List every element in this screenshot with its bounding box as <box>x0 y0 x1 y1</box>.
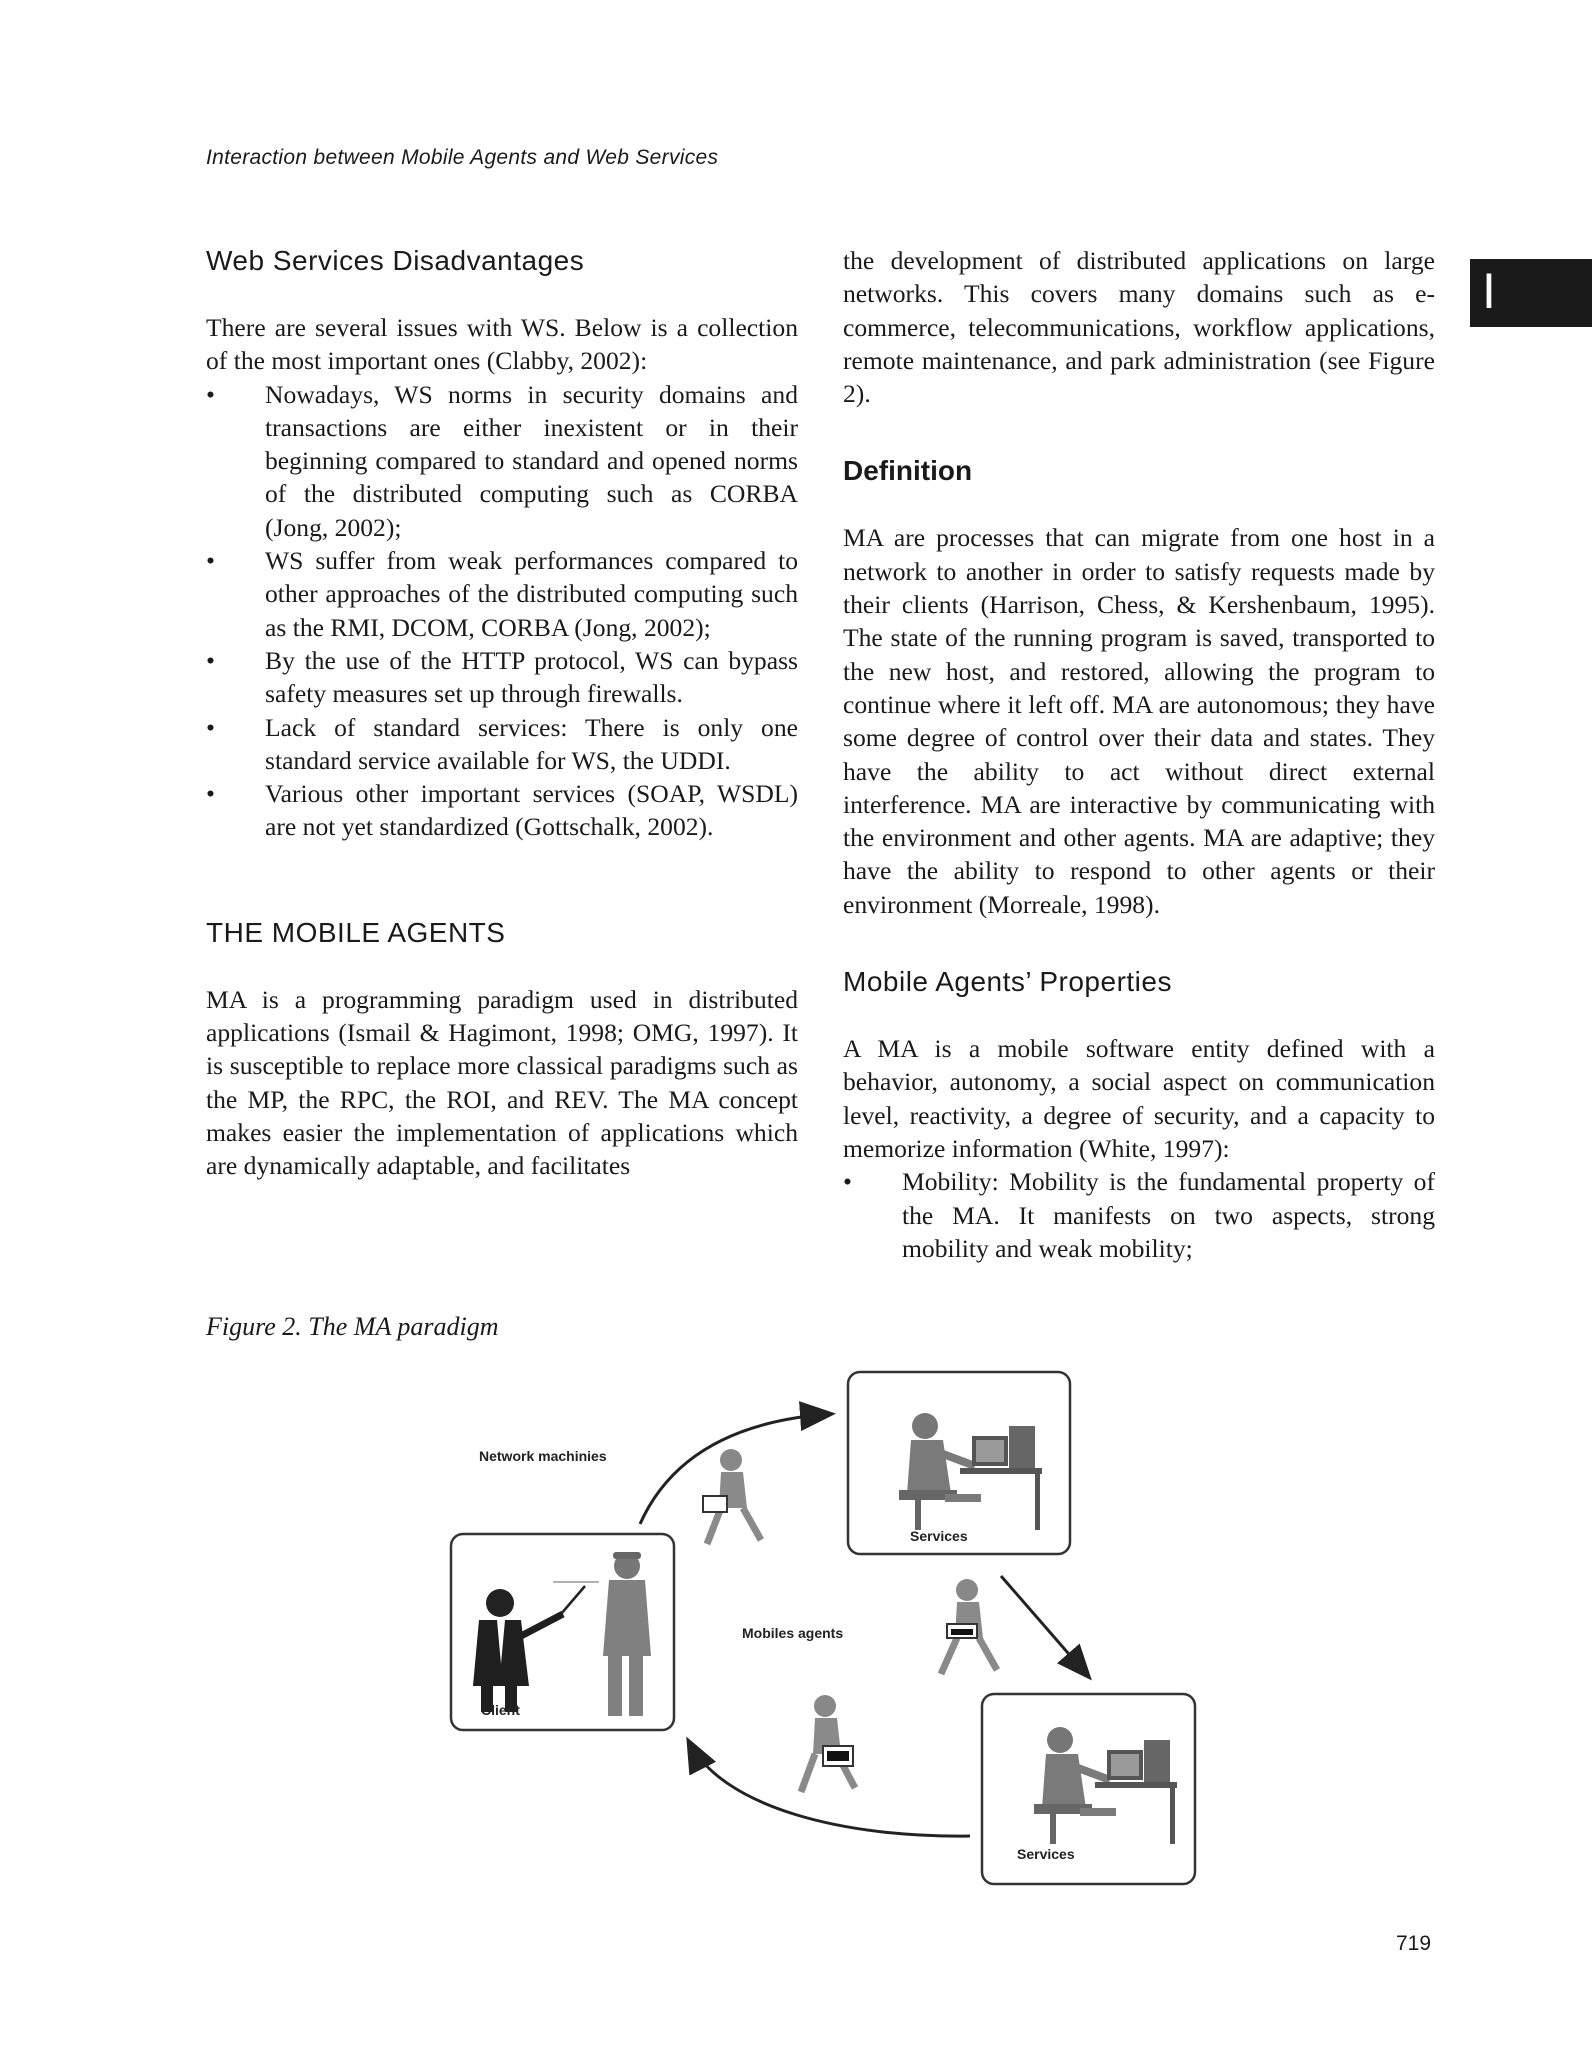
services-top-label: Services <box>910 1528 968 1544</box>
properties-heading: Mobile Agents’ Properties <box>843 966 1172 998</box>
bullet-icon: • <box>206 712 215 742</box>
bullet-icon: • <box>206 379 215 409</box>
list-item <box>206 378 798 544</box>
list-item-text: Mobility: Mobility is the fundamental property of the MA. It manifests on two aspects, strong mobility and weak mobility; <box>902 1167 1435 1263</box>
section-tab-letter: I <box>1482 263 1496 319</box>
mobile-agent-runner-icon <box>941 1579 997 1674</box>
list-item <box>206 777 798 844</box>
bullet-icon: • <box>206 546 215 576</box>
ws-disadvantages-list <box>206 378 798 844</box>
services-bottom-label: Services <box>1017 1846 1075 1862</box>
mobile-agent-runner-icon <box>703 1449 761 1544</box>
mobile-agents-heading: THE MOBILE AGENTS <box>206 916 506 948</box>
list-item <box>206 644 798 711</box>
services-bottom-box <box>982 1694 1195 1884</box>
definition-heading: Definition <box>843 455 973 487</box>
list-item-text: Various other important services (SOAP, WSDL) are not yet standardized (Gottschalk, 2002). <box>265 779 798 842</box>
ws-disadvantages-heading: Web Services Disadvantages <box>206 245 585 276</box>
list-item <box>206 544 798 644</box>
bullet-icon: • <box>206 645 215 675</box>
ws-disadvantages-intro: There are several issues with WS. Below is a collection of the most important ones (Clabby, 2002): <box>206 313 798 376</box>
ma-paradigm-figure <box>445 1368 1205 1888</box>
page-number: 719 <box>1396 1932 1432 1955</box>
list-item-text: Nowadays, WS norms in security domains and transactions are either inexistent or in their beginning compared to standard and opened norms of the distributed computing such as CORBA (Jong, 2002); <box>265 379 798 542</box>
figure-caption: Figure 2. The MA paradigm <box>206 1312 499 1341</box>
mobile-agent-runner-icon <box>801 1695 855 1792</box>
arrow-down-icon <box>1001 1576 1088 1676</box>
bullet-icon: • <box>206 779 215 809</box>
properties-list <box>843 1165 1435 1265</box>
mobile-agents-paragraph: MA is a programming paradigm used in distributed applications (Ismail & Hagimont, 1998; OMG, 1997). It is susceptible to replace more classical paradigms such as the MP, the RPC, the ROI, and REV. The MA concept makes easier the implementation of applications which are dynamically adaptable, and facilitates <box>206 984 798 1181</box>
right-column <box>843 244 1435 1265</box>
definition-paragraph: MA are processes that can migrate from one host in a network to another in order to satisfy requests made by their clients (Harrison, Chess, & Kershenbaum, 1995). The state of the running program is saved, transported to the new host, and restored, allowing the program to continue where it left off. MA are autonomous; they have some degree of control over their data and states. They have the ability to act without direct external interference. MA are interactive by communicating with the environment and other agents. MA are adaptive; they have the ability to respond to other agents or their environment (Morreale, 1998). <box>843 523 1435 919</box>
running-header: Interaction between Mobile Agents and Web Services <box>206 146 719 169</box>
bullet-icon: • <box>843 1167 852 1197</box>
section-tab <box>1470 259 1592 327</box>
list-item-text: By the use of the HTTP protocol, WS can bypass safety measures set up through firewalls. <box>265 645 798 709</box>
continuation-paragraph: the development of distributed applications on large networks. This covers many domains such as e-commerce, telecommunications, workflow applications, remote maintenance, and park administration (see Figure 2). <box>843 246 1435 409</box>
list-item <box>206 711 798 778</box>
left-column <box>206 244 798 1183</box>
list-item <box>843 1165 1435 1265</box>
properties-paragraph: A MA is a mobile software entity defined with a behavior, autonomy, a social aspect on communication level, reactivity, a degree of security, and a capacity to memorize information (White, 1997): <box>843 1034 1435 1163</box>
list-item-text: Lack of standard services: There is only one standard service available for WS, the UDDI. <box>265 712 798 775</box>
client-label: Client <box>481 1702 520 1718</box>
list-item-text: WS suffer from weak performances compared to other approaches of the distributed computing such as the RMI, DCOM, CORBA (Jong, 2002); <box>265 546 798 642</box>
mobile-agents-label: Mobiles agents <box>742 1625 844 1641</box>
network-machines-label: Network machinies <box>479 1448 607 1464</box>
